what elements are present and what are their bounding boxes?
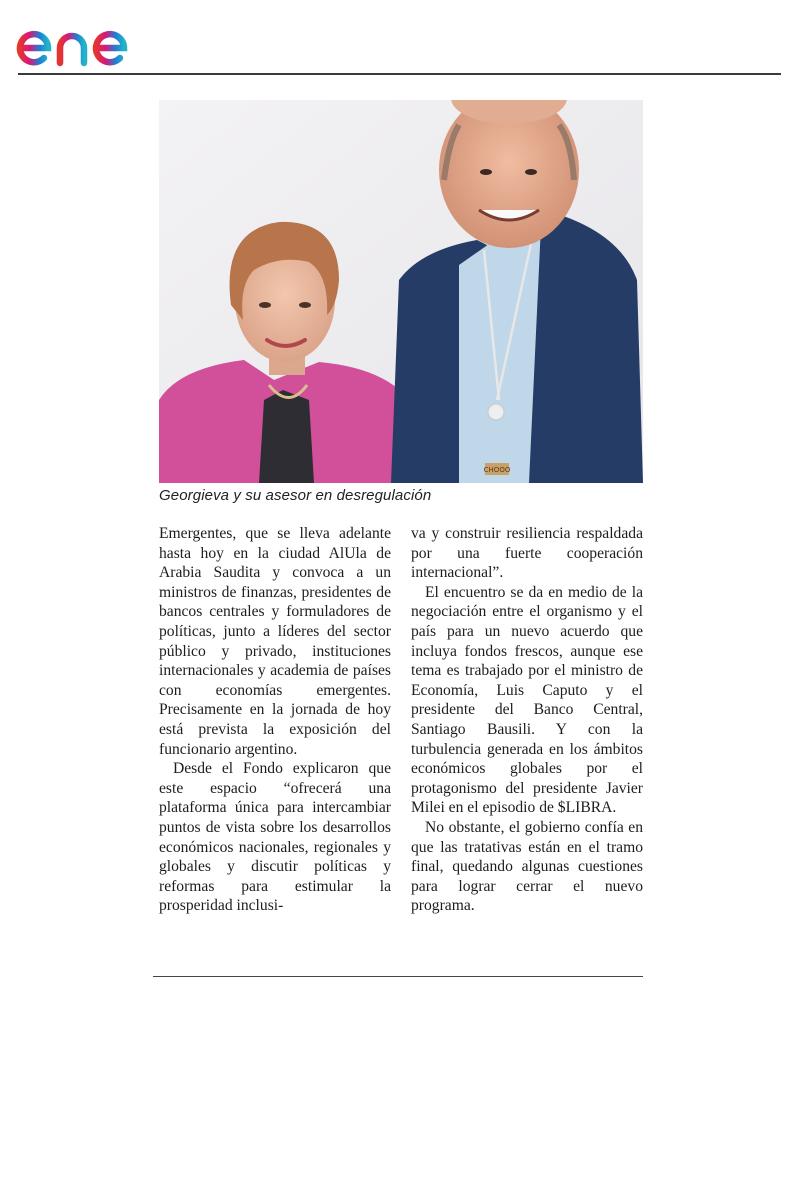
header-divider — [18, 73, 781, 75]
paragraph: Desde el Fondo explicaron que este espacio “ofrecerá una plataforma única para intercambiar puntos de vista sobre los desarrollos económicos nacionales, regionales y globales y discutir políticas y reformas para estimular la prosperidad inclusi- — [159, 760, 391, 915]
article-photo — [159, 100, 643, 483]
article-bottom-divider — [153, 976, 643, 977]
enel-logo-graphic — [16, 8, 171, 68]
page-header — [0, 0, 800, 76]
paragraph: El encuentro se da en medio de la negociación entre el organismo y el país para un nuevo acuerdo que incluya fondos frescos, aunque ese tema es trabajado por el ministro de Economía, Luis Caputo y el presidente del Banco Central, Santiago Bausili. Y con la turbulencia generada en los ámbitos económicos globales por el protagonismo del presidente Javier Milei en el episodio de $LIBRA. — [411, 583, 643, 817]
svg-text:CHOOO: CHOOO — [483, 466, 511, 474]
paragraph: No obstante, el gobierno confía en que las tratativas están en el tramo final, quedando algunas cuestiones para lograr cerrar el nuevo programa. — [411, 818, 643, 915]
article-column-left — [159, 524, 391, 916]
paragraph: Emergentes, que se lleva adelante hasta hoy en la ciudad AlUla de Arabia Saudita y convoca a un ministros de finanzas, presidentes de bancos centrales y formuladores de políticas, junto a líderes del sector público y privado, instituciones internacionales y academia de países con economías emergentes. Precisamente en la jornada de hoy está prevista la exposición del funcionario argentino. — [159, 525, 391, 758]
paragraph: va y construir resiliencia respaldada por una fuerte cooperación internacional”. — [411, 525, 643, 582]
article-column-right — [411, 524, 643, 916]
photo-caption: Georgieva y su asesor en desregulación — [159, 487, 432, 504]
enel-logo — [16, 8, 171, 68]
